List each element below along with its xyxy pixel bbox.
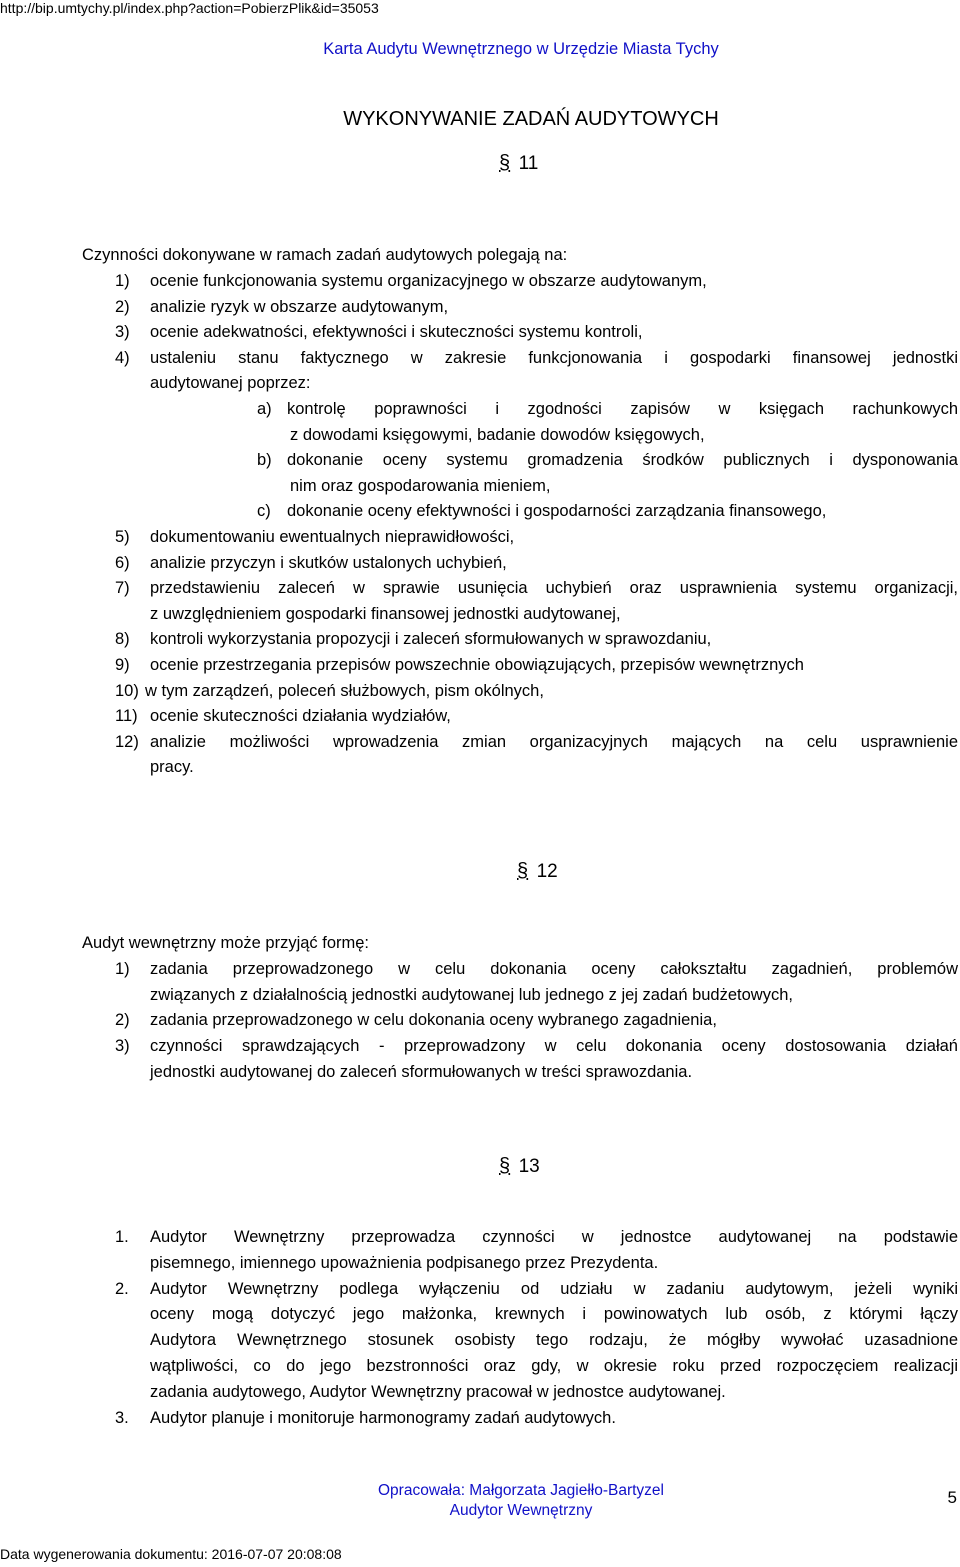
list-item-number: b): [257, 451, 272, 470]
list-item-text-line: kontroli wykorzystania propozycji i zaleceń sformułowanych w sprawozdaniu,: [150, 630, 712, 649]
list-item-text-line: pisemnego, imiennego upoważnienia podpisanego przez Prezydenta.: [150, 1253, 659, 1272]
list-item-text-line: dokonanie oceny systemu gromadzenia środków publicznych i dysponowania: [287, 451, 958, 470]
list-item-text-line: kontrolę poprawności i zgodności zapisów w księgach rachunkowych: [287, 400, 958, 418]
list-item-text-line: czynności sprawdzających - przeprowadzony w celu dokonania oceny dostosowania działań: [150, 1037, 958, 1056]
list-item-number: 2): [115, 297, 130, 316]
list-item-text-line: zadania przeprowadzonego w celu dokonania oceny wybranego zagadnienia,: [150, 1011, 717, 1030]
list-item-number: 3): [115, 1037, 130, 1056]
list-item-text-line: dokumentowaniu ewentualnych nieprawidłowości,: [150, 528, 515, 546]
document-header-title: Karta Audytu Wewnętrznego w Urzędzie Miasta Tychy: [323, 40, 719, 58]
list-item-number: 12): [115, 732, 139, 751]
list-item-number: 9): [115, 656, 130, 674]
list-item-text-line: ocenie funkcjonowania systemu organizacyjnego w obszarze audytowanym,: [150, 272, 707, 290]
list-item-number: 3): [115, 323, 130, 342]
list-item-text-line: związanych z działalnością jednostki audytowanej lub jednego z jej zadań budżetowych,: [150, 985, 793, 1004]
list-item-number: 6): [115, 553, 130, 572]
paragraph-11-intro: Czynności dokonywane w ramach zadań audytowych polegają na:: [82, 246, 568, 264]
list-item-text-line: Audytora Wewnętrznego stosunek osobisty tego rodzaju, że mógłby wywołać uzasadnione: [150, 1331, 958, 1350]
list-item-text-line: dokonanie oceny efektywności i gospodarności zarządzania finansowego,: [287, 502, 827, 521]
list-item-text-line: wątpliwości, co do jego bezstronności oraz gdy, w okresie roku przed rozpoczęciem realizacji: [150, 1357, 958, 1375]
footer-author-name: Opracowała: Małgorzata Jagiełło-Bartyzel: [377, 1482, 665, 1499]
list-item-text-line: pracy.: [150, 758, 194, 777]
list-item-text-line: ocenie skuteczności działania wydziałów,: [150, 707, 451, 726]
list-item-number: 1): [115, 960, 130, 978]
list-item-text-line: Audytor planuje i monitoruje harmonogramy zadań audytowych.: [150, 1408, 616, 1427]
list-item-number: 7): [115, 579, 130, 598]
footer-author: [0, 1481, 960, 1521]
list-item-number: 4): [115, 348, 130, 367]
source-url: http://bip.umtychy.pl/index.php?action=PobierzPlik&id=35053: [0, 0, 379, 16]
paragraph-number: 13: [518, 1156, 540, 1177]
list-item-text-line: jednostki audytowanej do zaleceń sformułowanych w treści sprawozdania.: [150, 1062, 693, 1081]
list-item-text-line: w tym zarządzeń, poleceń służbowych, pism okólnych,: [145, 681, 544, 700]
paragraph-12-intro: Audyt wewnętrzny może przyjąć formę:: [82, 934, 370, 952]
list-item-text-line: z uwzględnieniem gospodarki finansowej jednostki audytowanej,: [150, 604, 621, 623]
section-heading: WYKONYWANIE ZADAŃ AUDYTOWYCH: [343, 108, 719, 130]
list-item-number: 11): [115, 707, 138, 726]
paragraph-11-heading: [499, 152, 538, 175]
list-item-text-line: nim oraz gospodarowania mieniem,: [290, 476, 551, 495]
footer-author-role: Audytor Wewnętrzny: [449, 1502, 593, 1519]
list-item-text-line: audytowanej poprzez:: [150, 374, 311, 393]
list-item-text-line: z dowodami księgowymi, badanie dowodów księgowych,: [290, 425, 705, 444]
paragraph-number: 12: [536, 861, 558, 882]
list-item-text-line: zadania audytowego, Audytor Wewnętrzny pracował w jednostce audytowanej.: [150, 1382, 726, 1401]
list-item-text-line: ocenie przestrzegania przepisów powszechnie obowiązujących, przepisów wewnętrznych: [150, 656, 804, 674]
list-item-text-line: Audytor Wewnętrzny podlega wyłączeniu od udziału w zadaniu audytowym, jeżeli wyniki: [150, 1279, 958, 1298]
list-item-number: 5): [115, 528, 130, 546]
list-item-text-line: ocenie adekwatności, efektywności i skuteczności systemu kontroli,: [150, 323, 643, 342]
list-item-number: 2): [115, 1011, 130, 1030]
paragraph-sign: §: [499, 152, 511, 174]
list-item-text-line: analizie przyczyn i skutków ustalonych uchybień,: [150, 553, 507, 572]
paragraph-sign: §: [517, 860, 529, 882]
list-item-number: 3.: [115, 1408, 129, 1427]
list-item-number: 8): [115, 630, 130, 649]
list-item-number: 1.: [115, 1228, 129, 1246]
generation-date: Data wygenerowania dokumentu: 2016-07-07 20:08:08: [0, 1546, 342, 1562]
list-item-text-line: Audytor Wewnętrzny przeprowadza czynności w jednostce audytowanej na podstawie: [150, 1228, 958, 1246]
list-item-text-line: oceny mogą dotyczyć jego małżonka, krewnych i powinowatych lub osób, z którymi łączy: [150, 1305, 958, 1324]
paragraph-sign: §: [499, 1155, 511, 1177]
list-item-number: a): [257, 400, 272, 418]
paragraph-13-heading: [499, 1155, 540, 1178]
paragraph-number: 11: [518, 153, 539, 174]
list-item-text-line: analizie możliwości wprowadzenia zmian organizacyjnych mających na celu usprawnienie: [150, 732, 958, 751]
list-item-number: 2.: [115, 1279, 129, 1298]
list-item-number: c): [257, 502, 271, 521]
paragraph-12-heading: [517, 860, 558, 883]
list-item-number: 10): [115, 681, 139, 700]
list-item-text-line: zadania przeprowadzonego w celu dokonania oceny całokształtu zagadnień, problemów: [150, 960, 958, 978]
list-item-text-line: ustaleniu stanu faktycznego w zakresie funkcjonowania i gospodarki finansowej jednostki: [150, 348, 958, 367]
list-item-number: 1): [115, 272, 130, 290]
list-item-text-line: analizie ryzyk w obszarze audytowanym,: [150, 297, 449, 316]
list-item-text-line: przedstawieniu zaleceń w sprawie usunięcia uchybień oraz usprawnienia systemu organizacji,: [150, 579, 958, 598]
page-number: 5: [947, 1488, 957, 1507]
